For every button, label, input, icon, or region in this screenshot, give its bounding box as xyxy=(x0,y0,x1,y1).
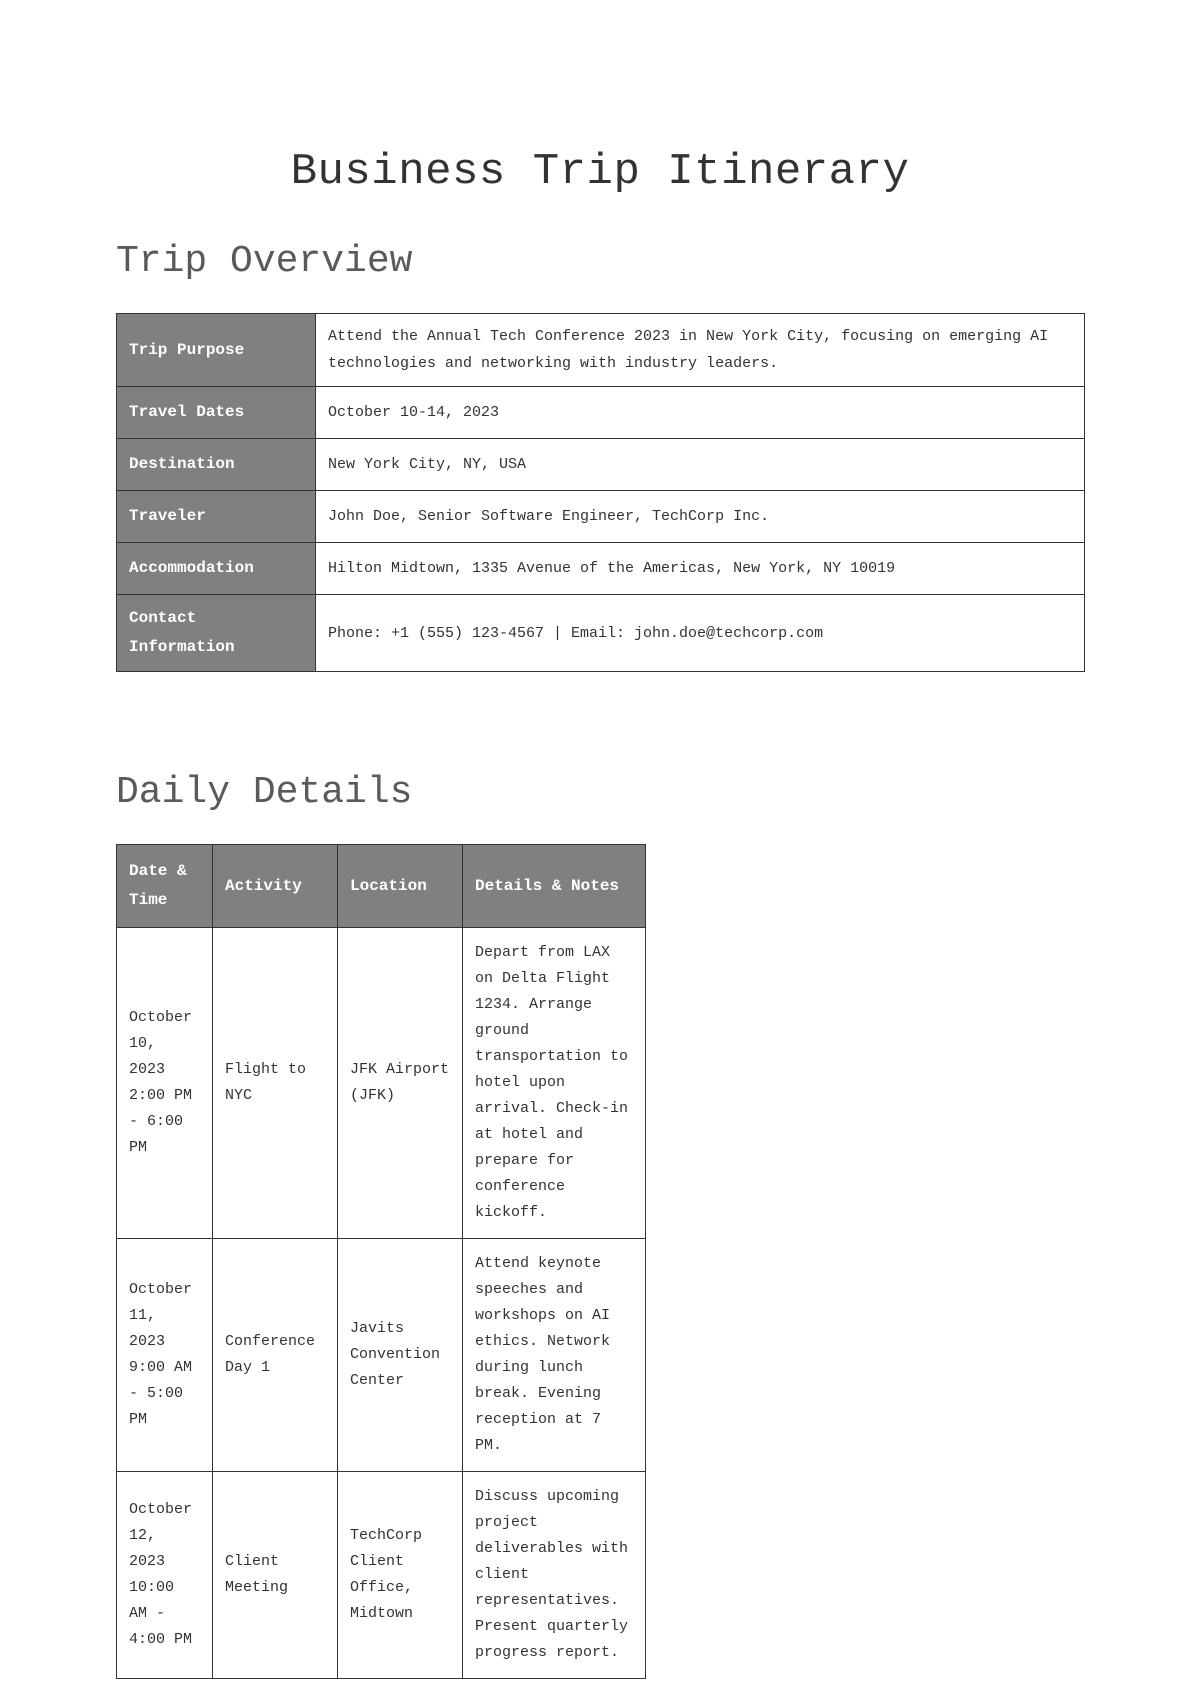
overview-value: Phone: +1 (555) 123-4567 | Email: john.doe@techcorp.com xyxy=(316,595,1085,672)
overview-row-accommodation xyxy=(117,543,1085,595)
date-text: October 10, 2023 xyxy=(129,1009,193,1078)
column-header-date-time: Date & Time xyxy=(117,845,213,928)
overview-label: Traveler xyxy=(117,491,316,543)
overview-label: Contact Information xyxy=(117,595,316,672)
date-text: October 12, 2023 xyxy=(129,1501,193,1570)
overview-value: Hilton Midtown, 1335 Avenue of the Americas, New York, NY 10019 xyxy=(316,543,1085,595)
activity-cell: Conference Day 1 xyxy=(213,1239,338,1472)
overview-label: Travel Dates xyxy=(117,387,316,439)
daily-details-table xyxy=(116,844,646,1679)
activity-cell: Flight to NYC xyxy=(213,928,338,1239)
overview-row-travel-dates xyxy=(117,387,1085,439)
overview-label: Trip Purpose xyxy=(117,314,316,387)
time-text: 10:00 AM - 4:00 PM xyxy=(129,1579,193,1648)
notes-cell: Discuss upcoming project deliverables with client representatives. Present quarterly progress report. xyxy=(463,1472,646,1679)
table-row xyxy=(117,1239,646,1472)
daily-header-row xyxy=(117,845,646,928)
overview-value: New York City, NY, USA xyxy=(316,439,1085,491)
date-text: October 11, 2023 xyxy=(129,1281,193,1350)
column-header-location: Location xyxy=(338,845,463,928)
location-cell: JFK Airport (JFK) xyxy=(338,928,463,1239)
overview-label: Destination xyxy=(117,439,316,491)
activity-cell: Client Meeting xyxy=(213,1472,338,1679)
column-header-details-notes: Details & Notes xyxy=(463,845,646,928)
location-cell: TechCorp Client Office, Midtown xyxy=(338,1472,463,1679)
notes-cell: Attend keynote speeches and workshops on AI ethics. Network during lunch break. Evening reception at 7 PM. xyxy=(463,1239,646,1472)
time-text: 9:00 AM - 5:00 PM xyxy=(129,1359,193,1428)
page-title: Business Trip Itinerary xyxy=(290,147,910,197)
notes-cell: Depart from LAX on Delta Flight 1234. Arrange ground transportation to hotel upon arrival. Check-in at hotel and prepare for conference kickoff. xyxy=(463,928,646,1239)
overview-row-traveler xyxy=(117,491,1085,543)
overview-row-destination xyxy=(117,439,1085,491)
trip-overview-table xyxy=(116,313,1085,672)
date-time-cell xyxy=(117,928,213,1239)
overview-value: John Doe, Senior Software Engineer, TechCorp Inc. xyxy=(316,491,1085,543)
column-header-activity: Activity xyxy=(213,845,338,928)
overview-row-trip-purpose xyxy=(117,314,1085,387)
location-cell: Javits Convention Center xyxy=(338,1239,463,1472)
date-time-cell xyxy=(117,1472,213,1679)
overview-label: Accommodation xyxy=(117,543,316,595)
trip-overview-heading: Trip Overview xyxy=(116,240,413,283)
daily-details-heading: Daily Details xyxy=(116,771,413,814)
time-text: 2:00 PM - 6:00 PM xyxy=(129,1087,193,1156)
overview-value: October 10-14, 2023 xyxy=(316,387,1085,439)
overview-value: Attend the Annual Tech Conference 2023 in New York City, focusing on emerging AI technologies and networking with industry leaders. xyxy=(316,314,1085,387)
table-row xyxy=(117,1472,646,1679)
overview-row-contact-information xyxy=(117,595,1085,672)
date-time-cell xyxy=(117,1239,213,1472)
table-row xyxy=(117,928,646,1239)
